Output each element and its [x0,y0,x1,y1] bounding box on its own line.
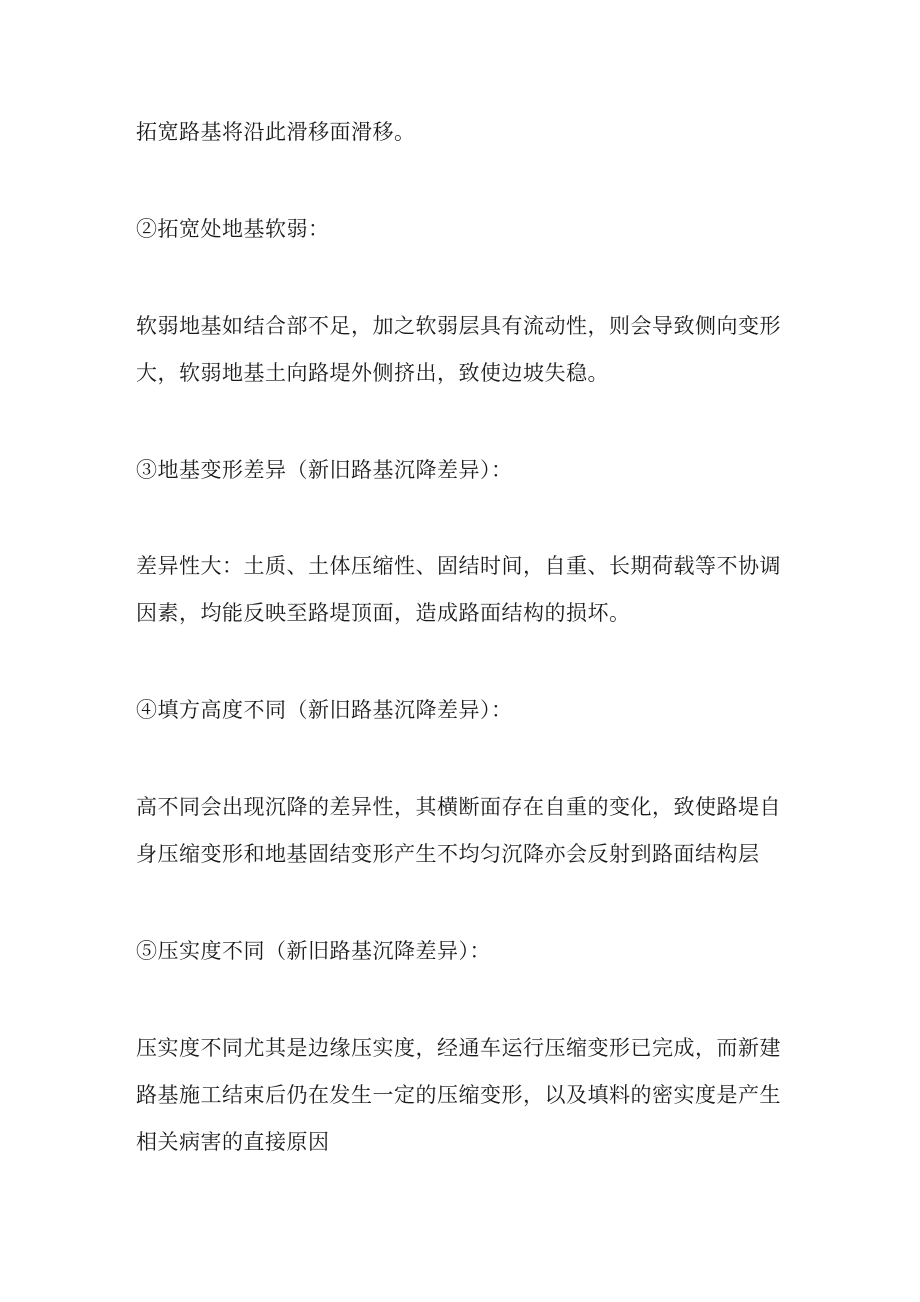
text-line: 因素，均能反映至路堤顶面，造成路面结构的损坏。 [136,601,631,625]
text-line: 拓宽路基将沿此滑移面滑移。 [136,120,416,144]
text-line: 高不同会出现沉降的差异性，其横断面存在自重的变化，致使路堤自 [136,795,781,819]
section-heading: ③地基变形差异（新旧路基沉降差异）： [136,458,513,482]
text-line: 身压缩变形和地基固结变形产生不均匀沉降亦会反射到路面结构层 [136,842,760,866]
section-heading: ④填方高度不同（新旧路基沉降差异）： [136,698,513,722]
section-heading: ②拓宽处地基软弱： [136,217,330,241]
text-line: 差异性大：土质、土体压缩性、固结时间，自重、长期荷载等不协调 [136,554,781,578]
text-line: 路基施工结束后仍在发生一定的压缩变形，以及填料的密实度是产生 [136,1083,781,1107]
text-line: 相关病害的直接原因 [136,1130,330,1154]
text-line: 压实度不同尤其是边缘压实度，经通车运行压缩变形已完成，而新建 [136,1036,781,1060]
text-line: 大，软弱地基土向路堤外侧挤出，致使边坡失稳。 [136,361,609,385]
section-heading: ⑤压实度不同（新旧路基沉降差异）： [136,939,491,963]
text-line: 软弱地基如结合部不足，加之软弱层具有流动性，则会导致侧向变形 [136,314,781,338]
